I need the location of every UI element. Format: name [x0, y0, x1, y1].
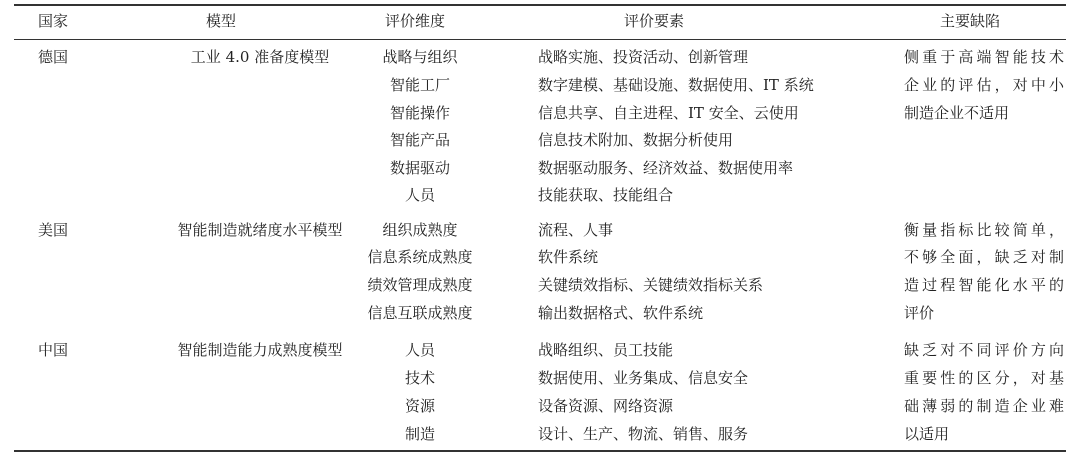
- row-dimension: 智能产品: [389, 131, 451, 149]
- row-elements: 设计、生产、物流、销售、服务: [538, 425, 749, 443]
- header-defects: 主要缺陷: [940, 12, 1001, 30]
- row-dimension: 智能工厂: [389, 76, 451, 94]
- row-dimension: 信息互联成熟度: [367, 304, 473, 322]
- row-dimension: 绩效管理成熟度: [367, 276, 473, 294]
- row-elements: 设备资源、网络资源: [538, 397, 674, 415]
- row-elements: 流程、人事: [538, 221, 614, 239]
- defect-line: 以适用: [904, 425, 950, 443]
- defect-line: 缺乏对不同评价方向: [904, 341, 1064, 359]
- group-model: 智能制造就绪度水平模型: [177, 221, 343, 239]
- header-country: 国家: [38, 12, 69, 30]
- defect-line: 侧重于高端智能技术: [904, 48, 1064, 66]
- row-elements: 软件系统: [538, 248, 599, 266]
- defect-line: 造过程智能化水平的: [904, 276, 1064, 294]
- header-elements: 评价要素: [624, 12, 685, 30]
- defect-line: 衡量指标比较简单，: [904, 221, 1064, 239]
- group-model: 工业 4.0 准备度模型: [190, 48, 330, 66]
- defect-line: 重要性的区分，对基: [904, 369, 1064, 387]
- row-elements: 战略组织、员工技能: [538, 341, 674, 359]
- row-elements: 输出数据格式、软件系统: [538, 304, 704, 322]
- table-header-rule: [14, 39, 1066, 40]
- defect-line: 不够全面，缺乏对制: [904, 248, 1064, 266]
- group-country: 中国: [38, 341, 69, 359]
- row-elements: 数字建模、基础设施、数据使用、IT 系统: [538, 76, 814, 94]
- row-elements: 技能获取、技能组合: [538, 186, 674, 204]
- group-country: 美国: [38, 221, 69, 239]
- row-dimension: 技术: [404, 369, 436, 387]
- row-elements: 关键绩效指标、关键绩效指标关系: [538, 276, 764, 294]
- row-dimension: 人员: [404, 186, 436, 204]
- row-elements: 信息共享、自主进程、IT 安全、云使用: [538, 104, 799, 122]
- row-dimension: 制造: [404, 425, 436, 443]
- header-dimension: 评价维度: [385, 12, 446, 30]
- row-dimension: 组织成熟度: [382, 221, 458, 239]
- row-dimension: 资源: [404, 397, 436, 415]
- row-elements: 战略实施、投资活动、创新管理: [538, 48, 749, 66]
- row-dimension: 信息系统成熟度: [367, 248, 473, 266]
- header-model: 模型: [206, 12, 237, 30]
- defect-line: 制造企业不适用: [904, 104, 1010, 122]
- row-elements: 数据驱动服务、经济效益、数据使用率: [538, 159, 794, 177]
- row-dimension: 数据驱动: [389, 159, 451, 177]
- group-model: 智能制造能力成熟度模型: [177, 341, 343, 359]
- defect-line: 础薄弱的制造企业难: [904, 397, 1064, 415]
- row-dimension: 人员: [404, 341, 436, 359]
- defect-line: 评价: [904, 304, 935, 322]
- row-dimension: 智能操作: [389, 104, 451, 122]
- row-elements: 信息技术附加、数据分析使用: [538, 131, 734, 149]
- row-dimension: 战略与组织: [382, 48, 458, 66]
- row-elements: 数据使用、业务集成、信息安全: [538, 369, 749, 387]
- table-bottom-rule: [14, 450, 1066, 452]
- group-country: 德国: [38, 48, 69, 66]
- defect-line: 企业的评估，对中小: [904, 76, 1064, 94]
- table-top-rule: [14, 4, 1066, 6]
